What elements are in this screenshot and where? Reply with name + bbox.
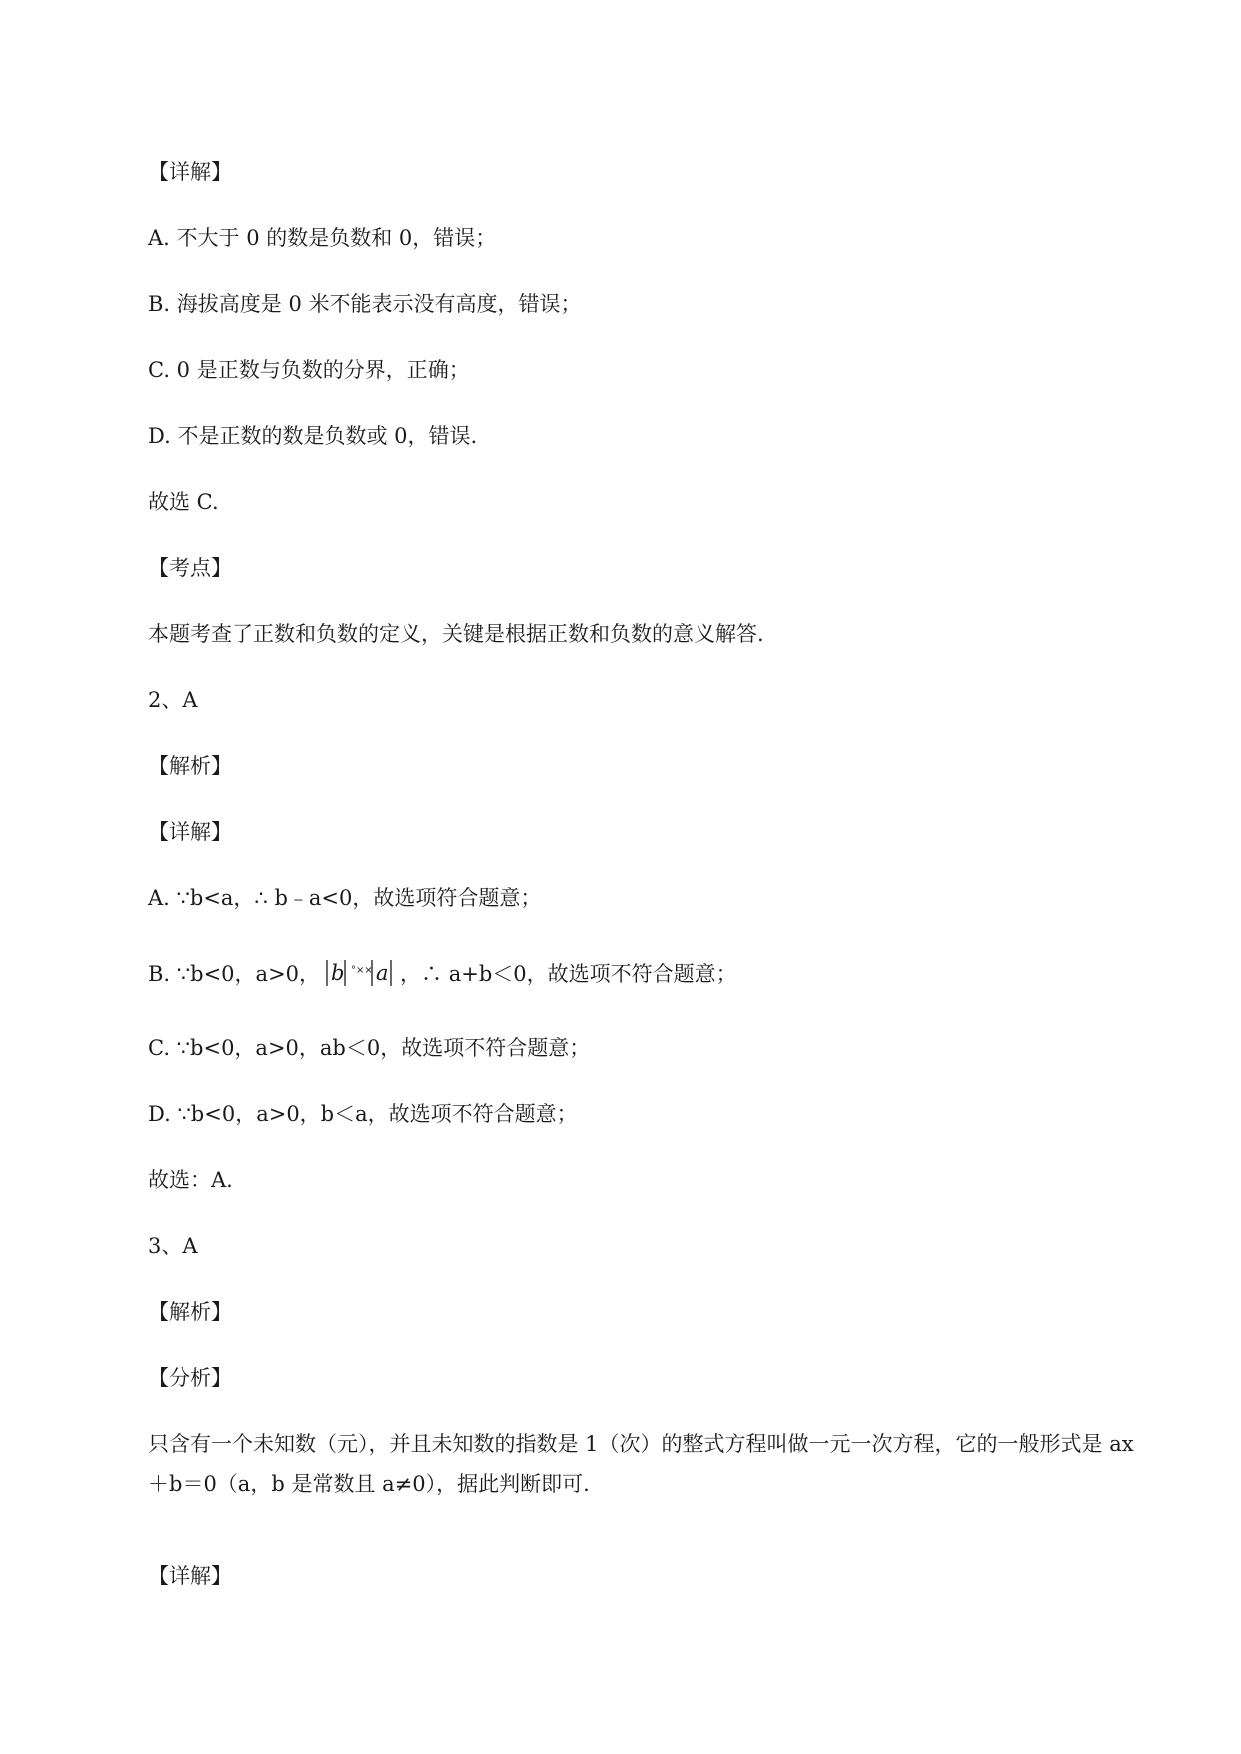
answer-option-c: C. ∵b<0，a>0，ab＜0，故选项不符合题意； [148, 1036, 591, 1060]
question-answer-3: 3、A [148, 1234, 198, 1258]
option-b-prefix: B. ∵b<0，a>0， [148, 962, 321, 986]
section-heading-detail: 【详解】 [148, 820, 232, 844]
section-heading-analysis: 【解析】 [148, 754, 232, 778]
option-b-suffix: ，∴ a+b＜0，故选项不符合题意； [400, 962, 737, 986]
conclusion-line: 故选：A. [148, 1168, 233, 1192]
answer-option-d: D. ∵b<0，a>0，b＜a，故选项不符合题意； [148, 1102, 578, 1126]
answer-option-d: D. 不是正数的数是负数或 0，错误. [148, 424, 478, 448]
math-var-a: a [376, 961, 389, 985]
analysis-paragraph: 只含有一个未知数（元），并且未知数的指数是 1（次）的整式方程叫做一元一次方程，它的一般形式是 ax＋b＝0（a，b 是常数且 a≠0），据此判断即可. [148, 1432, 1134, 1496]
conclusion-line: 故选 C. [148, 490, 219, 514]
answer-option-b: B. 海拔高度是 0 米不能表示没有高度，错误； [148, 292, 582, 316]
section-heading-detail: 【详解】 [148, 160, 232, 184]
answer-option-a: A. 不大于 0 的数是负数和 0，错误； [148, 226, 497, 250]
section-heading-breakdown: 【分析】 [148, 1366, 232, 1390]
section-heading-keypoint: 【考点】 [148, 556, 232, 580]
formula-graphic [324, 958, 396, 988]
answer-option-c: C. 0 是正数与负数的分界，正确； [148, 358, 470, 382]
math-var-b: b [331, 961, 345, 985]
keypoint-text: 本题考查了正数和负数的定义，关键是根据正数和负数的意义解答. [148, 622, 764, 646]
section-heading-analysis: 【解析】 [148, 1300, 232, 1324]
math-relation-mark: °×× [351, 965, 373, 976]
section-heading-detail: 【详解】 [148, 1564, 232, 1588]
answer-option-b [148, 958, 737, 993]
question-answer-2: 2、A [148, 688, 198, 712]
answer-option-a: A. ∵b<a，∴ b﹣a<0，故选项符合题意； [148, 886, 542, 910]
abs-comparison-formula [324, 958, 396, 993]
